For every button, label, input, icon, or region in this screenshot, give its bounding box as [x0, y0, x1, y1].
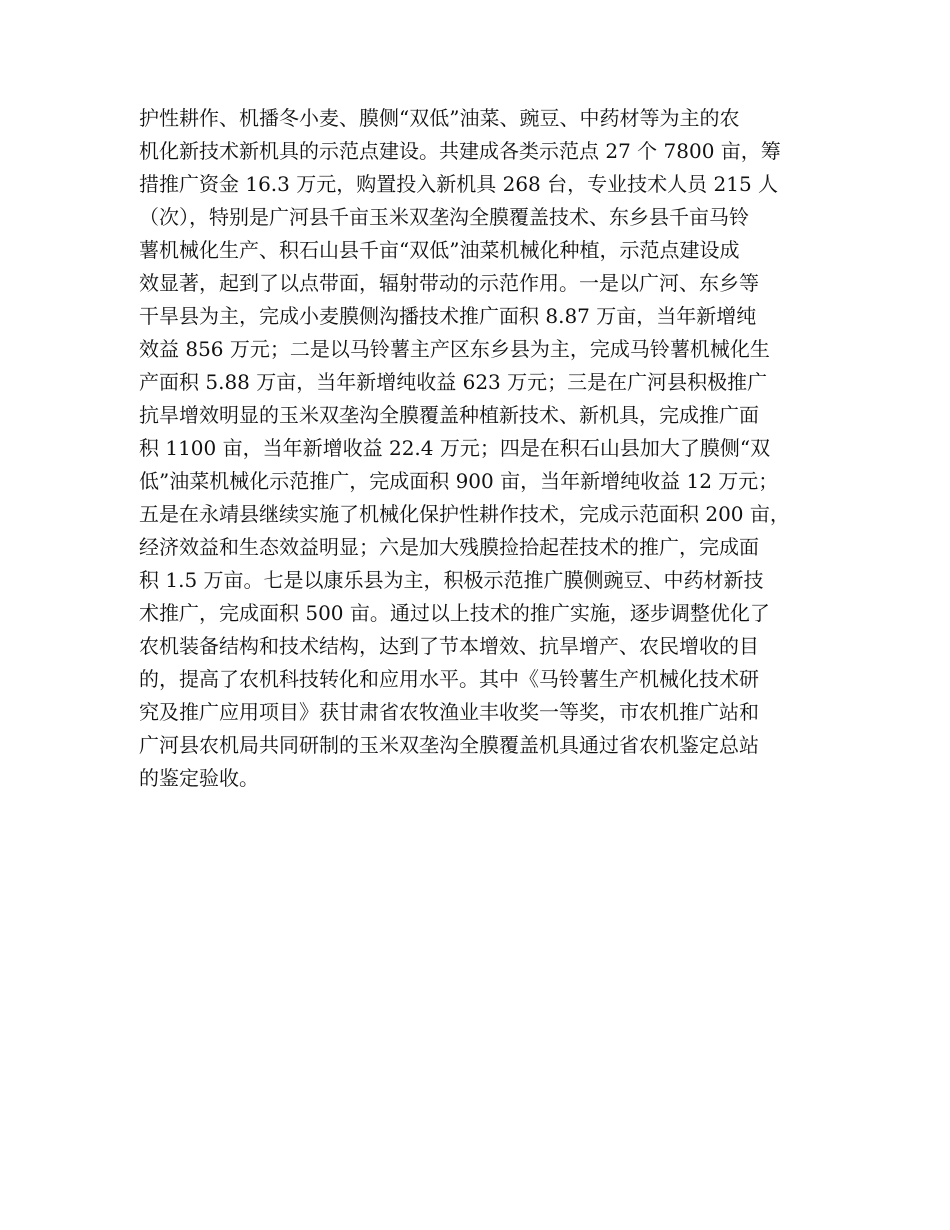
text-line-9: 产面积 5.88 万亩，当年新增纯收益 623 万元；三是在广河县积极推广	[139, 370, 768, 394]
text-line-20: 广河县农机局共同研制的玉米双垄沟全膜覆盖机具通过省农机鉴定总站	[139, 733, 759, 757]
text-line-18: 的，提高了农机科技转化和应用水平。其中《马铃薯生产机械化技术研	[139, 667, 759, 691]
text-line-12: 低”油菜机械化示范推广，完成面积 900 亩，当年新增纯收益 12 万元；	[139, 469, 779, 493]
text-line-19: 究及推广应用项目》获甘肃省农牧渔业丰收奖一等奖，市农机推广站和	[139, 700, 759, 724]
text-line-17: 农机装备结构和技术结构，达到了节本增效、抗旱增产、农民增收的目	[139, 634, 759, 658]
text-line-3: 措推广资金 16.3 万元，购置投入新机具 268 台，专业技术人员 215 人	[139, 172, 779, 196]
body-paragraph	[139, 102, 829, 795]
text-line-4: （次），特别是广河县千亩玉米双垄沟全膜覆盖技术、东乡县千亩马铃	[139, 205, 749, 229]
text-line-8: 效益 856 万元；二是以马铃薯主产区东乡县为主，完成马铃薯机械化生	[139, 337, 770, 361]
text-line-14: 经济效益和生态效益明显；六是加大残膜捡拾起茬技术的推广，完成面	[139, 535, 759, 559]
text-line-1: 护性耕作、机播冬小麦、膜侧“双低”油菜、豌豆、中药材等为主的农	[139, 106, 740, 130]
text-line-10: 抗旱增效明显的玉米双垄沟全膜覆盖种植新技术、新机具，完成推广面	[139, 403, 759, 427]
text-line-7: 干旱县为主，完成小麦膜侧沟播技术推广面积 8.87 万亩，当年新增纯	[139, 304, 757, 328]
text-line-6: 效显著，起到了以点带面，辐射带动的示范作用。一是以广河、东乡等	[139, 271, 759, 295]
text-line-13: 五是在永靖县继续实施了机械化保护性耕作技术，完成示范面积 200 亩，	[139, 502, 790, 526]
text-line-11: 积 1100 亩，当年新增收益 22.4 万元；四是在积石山县加大了膜侧“双	[139, 436, 771, 460]
text-line-21: 的鉴定验收。	[139, 766, 259, 790]
text-line-5: 薯机械化生产、积石山县千亩“双低”油菜机械化种植，示范点建设成	[139, 238, 740, 262]
text-line-2: 机化新技术新机具的示范点建设。共建成各类示范点 27 个 7800 亩，筹	[139, 139, 781, 163]
text-line-16: 术推广，完成面积 500 亩。通过以上技术的推广实施，逐步调整优化了	[139, 601, 770, 625]
text-line-15: 积 1.5 万亩。七是以康乐县为主，积极示范推广膜侧豌豆、中药材新技	[139, 568, 764, 592]
